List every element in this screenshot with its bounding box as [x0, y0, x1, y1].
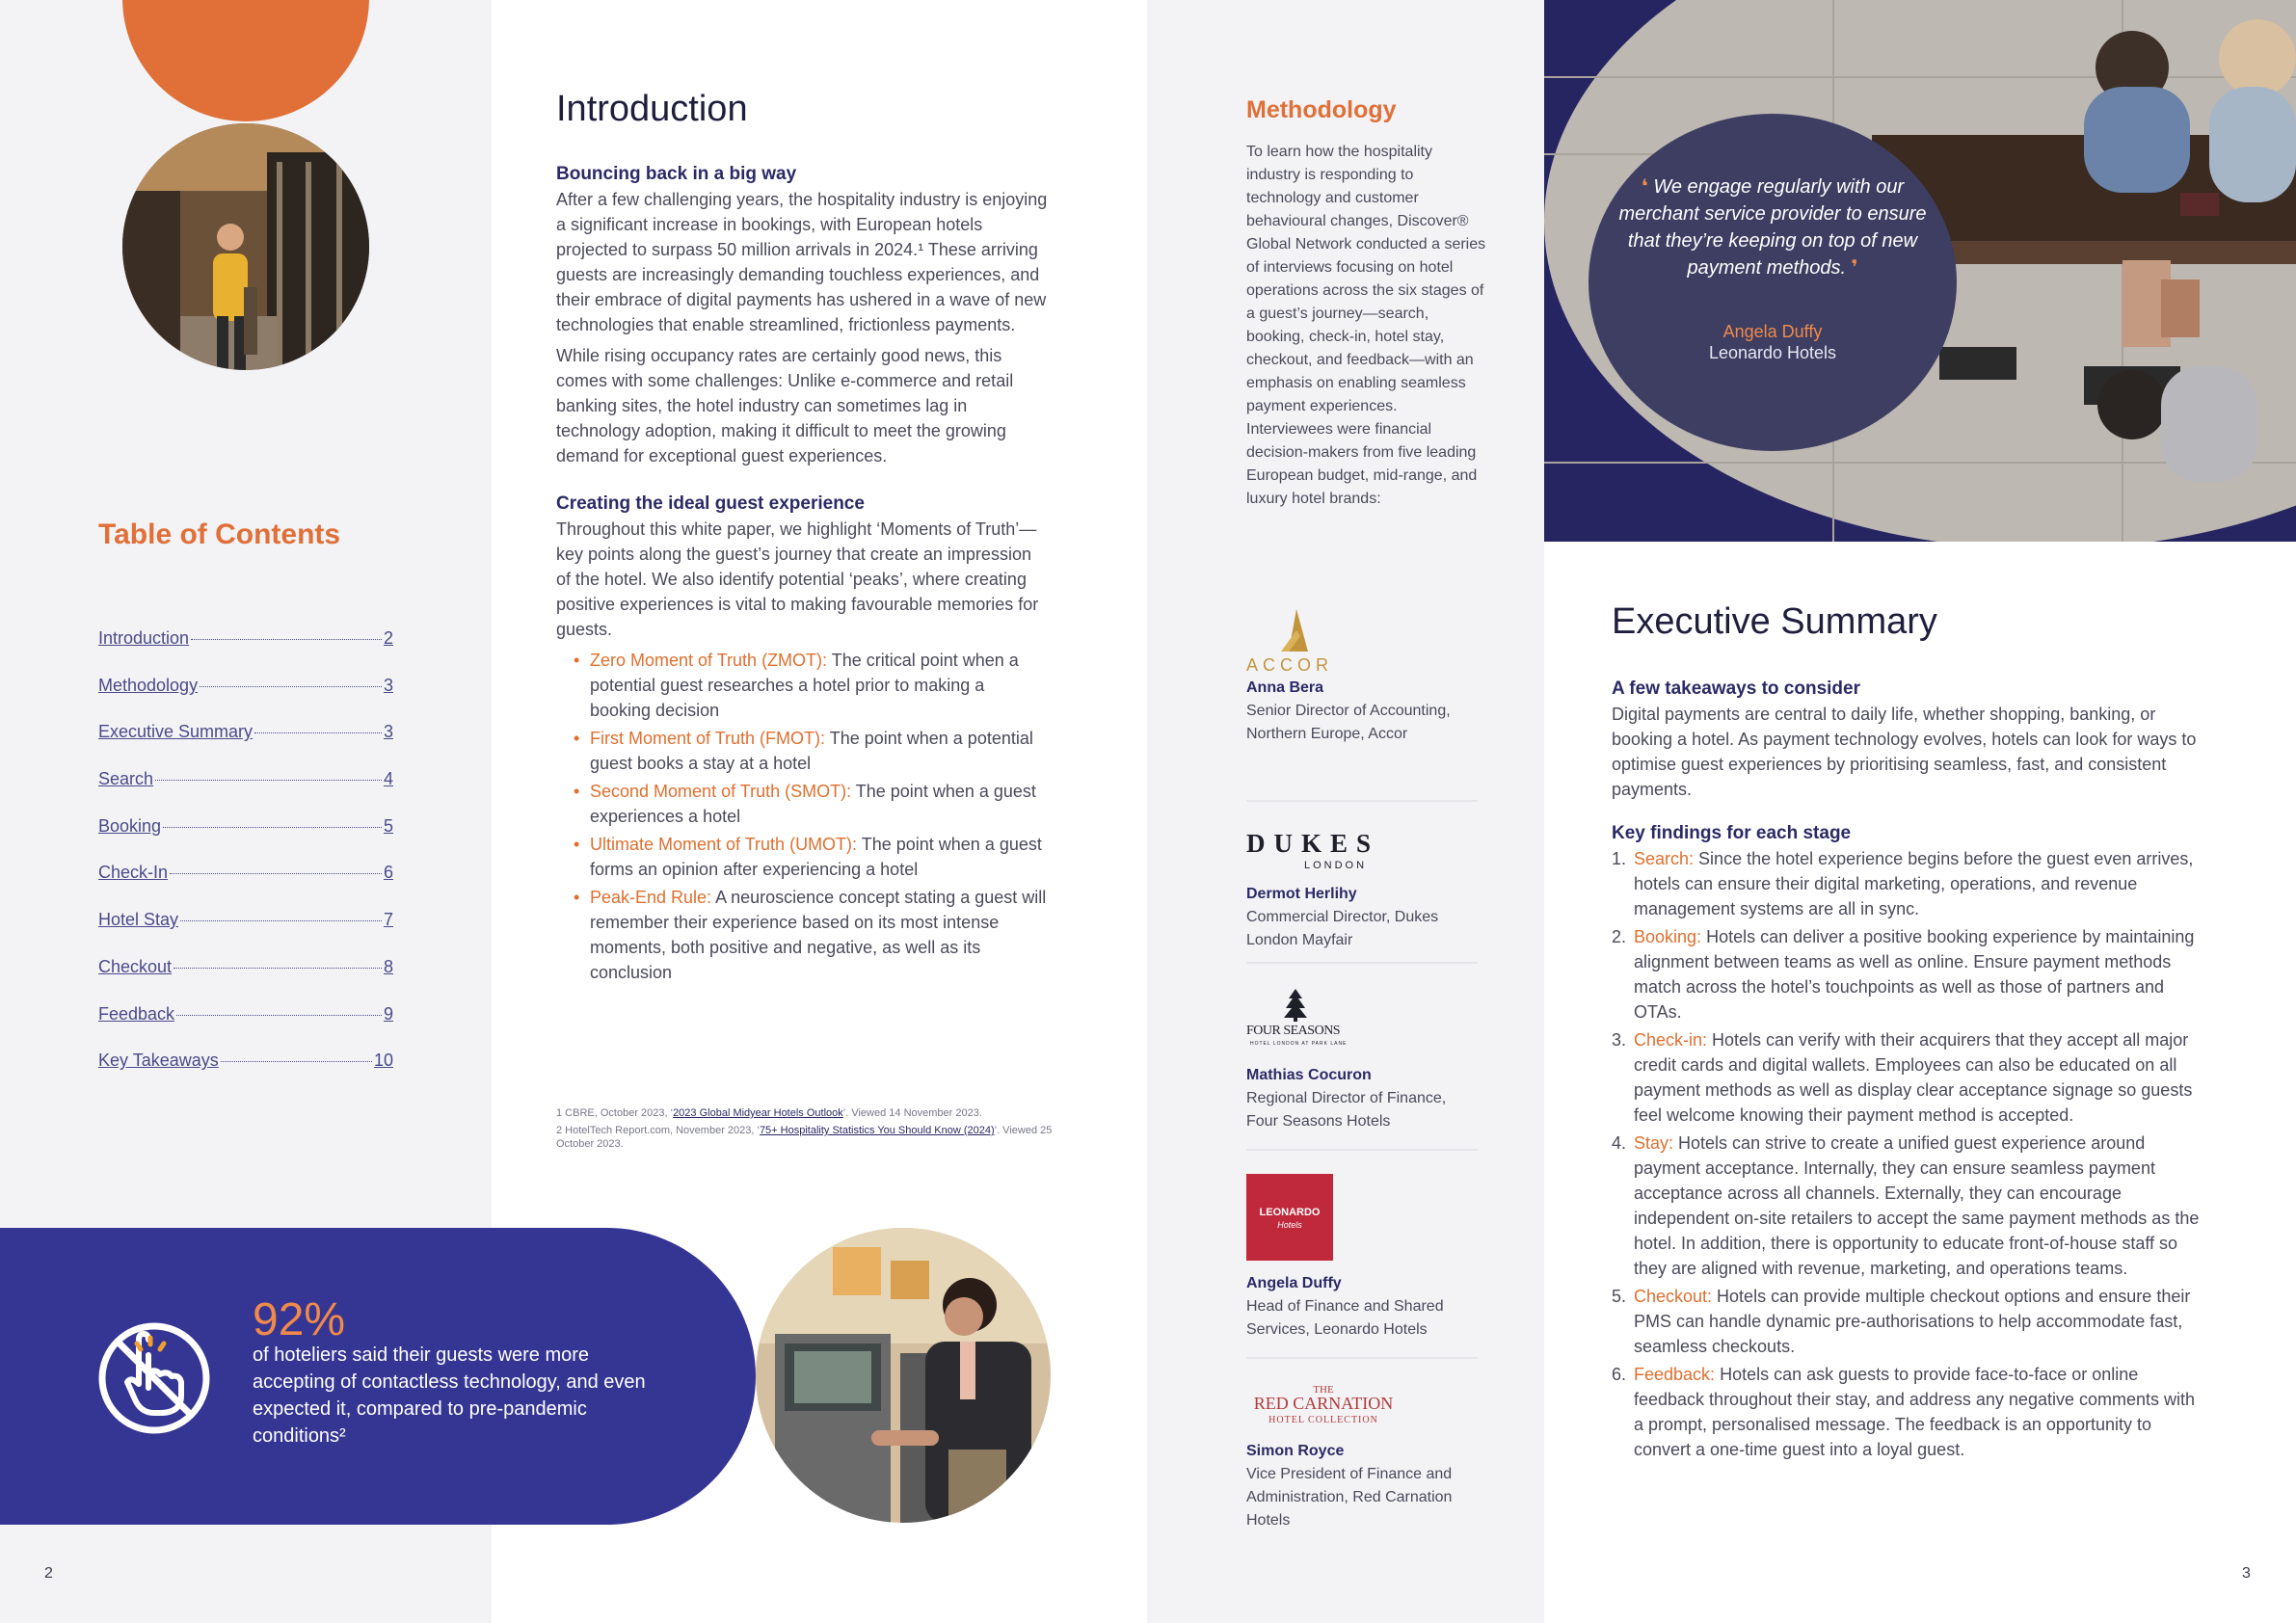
red-carnation-prefix: THE — [1313, 1384, 1334, 1396]
toc-leader — [221, 1061, 372, 1062]
toc-leader — [174, 968, 382, 969]
toc-page-number: 8 — [383, 956, 393, 976]
bullet-text: The critical point when a potential guest researches a hotel prior to making a booking decision — [590, 651, 1019, 720]
interviewee-role: Vice President of Finance and Administration, Red Carnation Hotels — [1246, 1466, 1453, 1529]
divider — [1246, 1149, 1478, 1151]
toc-item-label: Booking — [98, 815, 162, 836]
toc-item-hotel-stay[interactable] — [98, 910, 393, 957]
table-of-contents — [98, 628, 393, 1098]
footnote-1 — [556, 1103, 1057, 1124]
toc-leader — [254, 732, 382, 733]
bullet-text: The point when a potential guest books a stay at a hotel — [590, 729, 1033, 773]
toc-leader — [180, 920, 382, 921]
four-seasons-subtitle: HOTEL LONDON AT PARK LANE — [1250, 1041, 1348, 1047]
interviewee-name: Angela Duffy — [1246, 1275, 1342, 1291]
finding-text: Since the hotel experience begins before the guest even arrives, hotels can ensure their digital marketing, operations, and revenue management systems are all in sync. — [1634, 849, 2194, 918]
intro-paragraph-1: After a few challenging years, the hospitality industry is enjoying a significant increase in bookings, with European hotels projected to surpass 50 million arrivals in 2024.¹ These arriving guests are increasingly demanding touchless experiences, and their embrace of digital payments has ushered in a wave of new technologies that enable streamlined, frictionless payments. — [556, 190, 1048, 334]
intro-heading-bouncing-back: Bouncing back in a big way — [556, 164, 797, 184]
finding-term: Feedback: — [1634, 1365, 1716, 1384]
toc-item-introduction[interactable] — [98, 628, 393, 676]
key-findings-list — [1612, 846, 2205, 1462]
finding-term: Search: — [1634, 849, 1695, 868]
toc-page-number: 6 — [383, 863, 393, 883]
intro-paragraph-2: While rising occupancy rates are certainly good news, this comes with some challenges: Unlike e-commerce and retail banking sites, the hotel industry can sometimes lag in technology adoption, making it difficult to meet the growing demand for exceptional guest experiences. — [556, 346, 1014, 466]
footnote-2 — [556, 1124, 1057, 1151]
toc-page-number: 5 — [383, 815, 393, 836]
toc-title: Table of Contents — [98, 519, 341, 550]
intro-title: Introduction — [556, 89, 748, 129]
exec-heading-takeaways: A few takeaways to consider — [1612, 678, 1861, 699]
finding-term: Booking: — [1634, 927, 1702, 946]
bullet-term: First Moment of Truth (FMOT): — [590, 729, 826, 748]
list-item — [574, 832, 1048, 882]
leonardo-wordmark: LEONARDO — [1259, 1207, 1321, 1218]
bullet-term: Peak-End Rule: — [590, 888, 712, 907]
toc-page-number: 3 — [383, 675, 393, 695]
interviewee-role: Regional Director of Finance, Four Seasons Hotels — [1246, 1090, 1447, 1130]
finding-number: 5. — [1612, 1287, 1627, 1306]
toc-leader — [163, 827, 382, 828]
quote-circle — [1589, 114, 1957, 451]
brand-accor — [1246, 607, 1478, 746]
bullet-text: A neuroscience concept stating a guest will remember their experience based on its most intense moments, both positive and negative, as well as its conclusion — [590, 888, 1047, 982]
interviewee-name: Dermot Herlihy — [1246, 886, 1357, 902]
methodology-text: To learn how the hospitality industry is responding to technology and customer behavioural changes, Discover® Global Network conducted a series of interviews focusing on hotel operations across the six stages of a guest’s journey—search, booking, check-in, hotel stay, checkout, and feedback—with an emphasis on enabling seamless payment experiences. Interviewees were financial decision-makers from five leading European budget, mid-range, and luxury hotel brands: — [1246, 144, 1486, 507]
toc-item-label: Search — [98, 769, 154, 789]
red-carnation-subtitle: HOTEL COLLECTION — [1268, 1415, 1378, 1425]
list-item — [1612, 924, 2205, 1024]
toc-item-feedback[interactable] — [98, 1004, 393, 1051]
accor-wordmark: ACCOR — [1246, 655, 1334, 675]
quote-open-icon: ❛ — [1641, 176, 1648, 198]
toc-item-executive-summary[interactable] — [98, 722, 393, 769]
toc-item-label: Methodology — [98, 675, 199, 695]
list-item — [574, 779, 1048, 829]
intro-heading-ideal-guest: Creating the ideal guest experience — [556, 493, 865, 514]
quote-body: We engage regularly with our merchant service provider to ensure that they’re keeping on top of new payment methods. — [1618, 176, 1927, 279]
toc-page-number: 4 — [383, 769, 393, 789]
finding-number: 3. — [1612, 1030, 1627, 1050]
toc-page-number: 10 — [373, 1051, 393, 1071]
footnote-text: 1 CBRE, October 2023, ‘ — [556, 1107, 674, 1119]
toc-leader — [176, 1015, 382, 1016]
toc-item-booking[interactable] — [98, 816, 393, 864]
toc-item-label: Executive Summary — [98, 722, 254, 742]
divider — [1246, 800, 1478, 802]
toc-item-key-takeaways[interactable] — [98, 1051, 393, 1098]
four-seasons-tree-icon — [1281, 987, 1310, 1022]
toc-page-number: 7 — [383, 910, 393, 930]
toc-item-label: Checkout — [98, 956, 173, 976]
brand-four-seasons — [1246, 987, 1478, 1133]
exec-paragraph-1: Digital payments are central to daily life, whether shopping, banking, or booking a hotel. As payment technology evolves, hotels can look for ways to optimise guest experiences by prioritising seamless, fast, and consistent payments. — [1612, 705, 2197, 799]
accor-mark-icon — [1268, 607, 1325, 653]
hotel-lobby-photo — [122, 123, 369, 370]
interviewee-name: Simon Royce — [1246, 1443, 1345, 1459]
list-item — [574, 885, 1048, 985]
toc-item-check-in[interactable] — [98, 863, 393, 910]
finding-term: Checkout: — [1634, 1287, 1713, 1306]
finding-number: 1. — [1612, 849, 1627, 868]
list-item — [1612, 1027, 2205, 1128]
finding-number: 4. — [1612, 1133, 1627, 1153]
list-item — [574, 726, 1048, 776]
interviewee-name: Mathias Cocuron — [1246, 1067, 1372, 1083]
toc-item-label: Hotel Stay — [98, 910, 179, 930]
stat-description: of hoteliers said their guests were more accepting of contactless technology, and even expected it, compared to pre-pandemic conditions² — [253, 1344, 646, 1447]
toc-item-label: Key Takeaways — [98, 1051, 219, 1071]
dukes-wordmark: DUKES — [1246, 829, 1380, 858]
page-number-right: 3 — [2242, 1565, 2251, 1582]
brand-leonardo — [1246, 1174, 1478, 1342]
toc-item-search[interactable] — [98, 769, 393, 816]
executive-summary-body — [1612, 677, 2205, 1465]
bullet-term: Ultimate Moment of Truth (UMOT): — [590, 835, 858, 854]
footnote-text: ’. Viewed 25 October 2023. — [556, 1125, 1053, 1150]
dukes-subtitle: LONDON — [1304, 860, 1368, 871]
finding-text: Hotels can verify with their acquirers that they accept all major credit cards and digital wallets. Employees can also be educated on all payment methods as well as display clear acceptance signage so guests feel welcome knowing their payment method is accepted. — [1634, 1030, 2193, 1125]
quote-author-name: Angela Duffy — [1722, 322, 1823, 341]
leonardo-subtitle: Hotels — [1277, 1220, 1302, 1230]
finding-text: Hotels can provide multiple checkout options and ensure their PMS can handle dynamic pre-authorisations to help accommodate fast, seamless checkouts. — [1634, 1287, 2191, 1356]
bullet-text: The point when a guest forms an opinion after experiencing a hotel — [590, 835, 1042, 879]
footnote-text: ’. Viewed 14 November 2023. — [842, 1107, 982, 1119]
toc-page-number: 9 — [383, 1003, 393, 1024]
dukes-logo — [1246, 821, 1478, 883]
footnote-2-link[interactable]: 75+ Hospitality Statistics You Should Know (2024) — [759, 1125, 995, 1136]
moments-of-truth-list — [574, 648, 1048, 985]
kiosk-checkin-photo — [756, 1228, 1051, 1523]
four-seasons-logo — [1246, 987, 1478, 1064]
list-item — [1612, 1284, 2205, 1359]
finding-number: 6. — [1612, 1365, 1627, 1384]
no-touch-icon — [96, 1320, 212, 1436]
page-number-left: 2 — [44, 1565, 53, 1582]
brand-dukes — [1246, 821, 1478, 952]
intro-body — [556, 162, 1048, 988]
finding-text: Hotels can deliver a positive booking experience by maintaining alignment between teams as well as online. Ensure payment methods match across the hotel’s touchpoints as well as those of partners and OTAs. — [1634, 927, 2195, 1022]
interviewee-name: Anna Bera — [1246, 679, 1324, 696]
list-item — [1612, 1362, 2205, 1462]
toc-page-number: 2 — [383, 628, 393, 648]
list-item — [574, 648, 1048, 723]
bullet-term: Zero Moment of Truth (ZMOT): — [590, 651, 828, 670]
bullet-text: The point when a guest experiences a hotel — [590, 782, 1036, 826]
methodology-title: Methodology — [1246, 96, 1397, 123]
toc-item-label: Feedback — [98, 1003, 175, 1024]
toc-leader — [191, 639, 382, 640]
bullet-term: Second Moment of Truth (SMOT): — [590, 782, 852, 801]
quote-close-icon: ❜ — [1851, 257, 1858, 279]
finding-number: 2. — [1612, 927, 1627, 946]
footnote-1-link[interactable]: 2023 Global Midyear Hotels Outlook — [673, 1107, 843, 1119]
divider — [1246, 1357, 1478, 1359]
exec-heading-key-findings: Key findings for each stage — [1612, 823, 1852, 843]
interviewee-role: Commercial Director, Dukes London Mayfair — [1246, 909, 1439, 948]
footnote-text: 2 HotelTech Report.com, November 2023, ‘ — [556, 1125, 760, 1136]
finding-term: Stay: — [1634, 1133, 1674, 1153]
footnotes — [556, 1103, 1057, 1151]
toc-item-checkout[interactable] — [98, 957, 393, 1004]
pull-quote — [1608, 173, 1937, 281]
toc-item-methodology[interactable] — [98, 676, 393, 723]
toc-leader — [155, 780, 382, 781]
red-carnation-logo — [1246, 1374, 1478, 1440]
toc-leader — [170, 873, 382, 874]
interviewee-role: Head of Finance and Shared Services, Leonardo Hotels — [1246, 1298, 1444, 1338]
brand-red-carnation — [1246, 1374, 1478, 1532]
toc-item-label: Introduction — [98, 628, 190, 648]
list-item — [1612, 846, 2205, 921]
quote-author-org: Leonardo Hotels — [1708, 343, 1837, 362]
finding-text: Hotels can strive to create a unified guest experience around payment acceptance. Internally, they can ensure seamless payment acceptance across all channels. Externally, they can encourage independent on-site retailers to accept the same payment methods as the hotel. In addition, there is opportunity to educate front-of-house staff so they are aligned with revenue, marketing, and operations teams. — [1634, 1133, 2200, 1278]
list-item — [1612, 1131, 2205, 1281]
toc-leader — [200, 686, 382, 687]
red-carnation-wordmark: RED CARNATION — [1253, 1394, 1394, 1413]
toc-item-label: Check-In — [98, 863, 169, 883]
divider — [1246, 962, 1478, 964]
interviewee-role: Senior Director of Accounting, Northern Europe, Accor — [1246, 703, 1451, 742]
intro-paragraph-3: Throughout this white paper, we highlight ‘Moments of Truth’—key points along the guest’s journey that create an impression of the hotel. We also identify potential ‘peaks’, where creating positive experiences is vital to making favourable memories for guests. — [556, 519, 1039, 639]
finding-text: Hotels can ask guests to provide face-to-face or online feedback throughout their stay, and address any negative comments with a prompt, personalised message. The feedback is an opportunity to convert a one-time guest into a loyal guest. — [1634, 1365, 2196, 1459]
finding-term: Check-in: — [1634, 1030, 1708, 1050]
stat-value: 92% — [253, 1294, 346, 1345]
four-seasons-wordmark: FOUR SEASONS — [1246, 1024, 1341, 1038]
toc-page-number: 3 — [383, 722, 393, 742]
executive-summary-title: Executive Summary — [1612, 601, 1937, 642]
leonardo-logo — [1246, 1174, 1478, 1272]
accor-logo — [1246, 607, 1478, 677]
